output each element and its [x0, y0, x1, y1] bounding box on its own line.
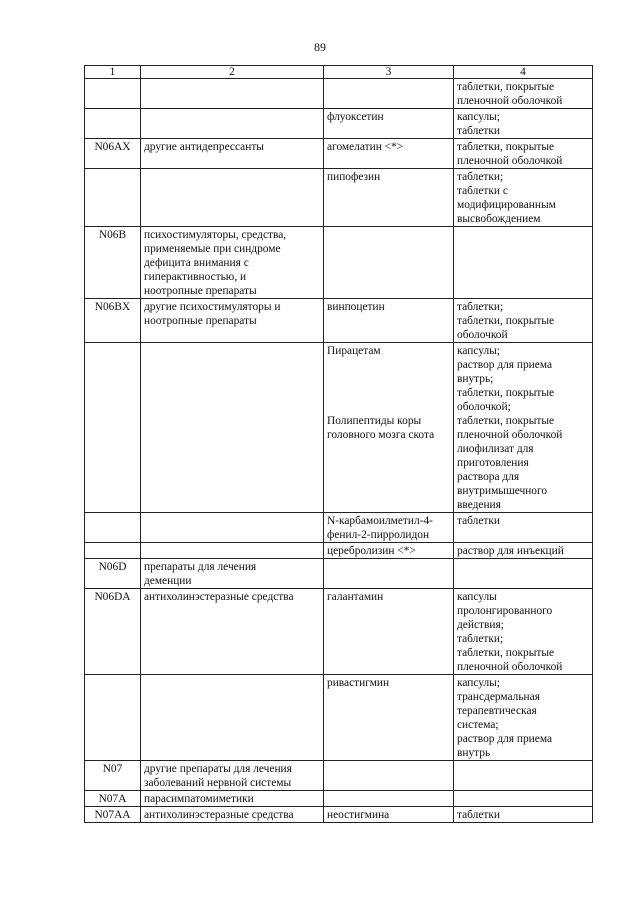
group-name-cell	[141, 559, 324, 589]
dosage-form-cell	[454, 675, 593, 761]
dosage-form-line: раствор для приема	[457, 359, 553, 371]
drug-name-line: церебролизин <*>	[327, 545, 416, 557]
line-spacer	[327, 358, 450, 372]
group-name-line: другие антидепрессанты	[144, 141, 264, 153]
group-name-cell	[141, 169, 324, 227]
dosage-form-line: оболочкой	[457, 329, 508, 341]
group-name-line: другие психостимуляторы и	[144, 301, 281, 313]
line-spacer	[327, 372, 450, 386]
dosage-form-cell	[454, 791, 593, 807]
group-name-cell	[141, 343, 324, 513]
dosage-form-line: оболочкой;	[457, 401, 511, 413]
dosage-form-cell	[454, 543, 593, 559]
dosage-form-line: система;	[457, 719, 499, 731]
atc-code-cell	[85, 343, 141, 513]
group-name-cell	[141, 761, 324, 791]
dosage-form-line: внутрь;	[457, 373, 494, 385]
drug-name-line: неостигмина	[327, 809, 390, 821]
dosage-form-line: высвобождением	[457, 213, 541, 225]
group-name-line: деменции	[144, 575, 192, 587]
dosage-form-cell	[454, 559, 593, 589]
dosage-form-line: таблетки с	[457, 185, 508, 197]
dosage-form-line: таблетки, покрытые	[457, 315, 555, 327]
group-name-cell	[141, 807, 324, 823]
drug-name-cell	[324, 675, 454, 761]
dosage-form-line: модифицированным	[457, 199, 556, 211]
drug-name-cell	[324, 761, 454, 791]
dosage-form-line: внутримышечного	[457, 485, 548, 497]
atc-code-cell: N07	[85, 761, 141, 791]
atc-code-cell: N06DA	[85, 589, 141, 675]
column-header-row	[85, 66, 593, 79]
drug-table	[84, 65, 593, 823]
dosage-form-line: пленочной оболочкой	[457, 429, 563, 441]
dosage-form-line: действия;	[457, 619, 504, 631]
group-name-line: препараты для лечения	[144, 561, 257, 573]
drug-name-cell	[324, 169, 454, 227]
group-name-cell	[141, 139, 324, 169]
dosage-form-line: таблетки, покрытые	[457, 387, 555, 399]
drug-name-line: фенил-2-пирролидон	[327, 529, 430, 541]
group-name-line: антихолинэстеразные средства	[144, 809, 294, 821]
dosage-form-line: капсулы;	[457, 345, 500, 357]
table-row	[85, 79, 593, 109]
group-name-line: ноотропные препараты	[144, 315, 257, 327]
atc-code-cell	[85, 169, 141, 227]
atc-code-cell	[85, 543, 141, 559]
drug-name-cell	[324, 543, 454, 559]
table-row	[85, 791, 593, 807]
drug-name-cell	[324, 227, 454, 299]
drug-name-line: винпоцетин	[327, 301, 385, 313]
atc-code-cell: N06B	[85, 227, 141, 299]
drug-name-line: Полипептиды коры	[327, 415, 422, 427]
table-body	[85, 79, 593, 823]
drug-name-line: галантамин	[327, 591, 384, 603]
atc-code-cell	[85, 513, 141, 543]
atc-code-cell	[85, 109, 141, 139]
table-row	[85, 675, 593, 761]
column-header-4: 4	[454, 66, 593, 79]
drug-name-line: N-карбамоилметил-4-	[327, 515, 433, 527]
dosage-form-line: пленочной оболочкой	[457, 95, 563, 107]
drug-name-cell	[324, 343, 454, 513]
table-row	[85, 139, 593, 169]
drug-name-line: ривастигмин	[327, 677, 390, 689]
table-row	[85, 761, 593, 791]
table-row	[85, 543, 593, 559]
dosage-form-line: приготовления	[457, 457, 529, 469]
drug-name-cell	[324, 589, 454, 675]
atc-code-cell: N07A	[85, 791, 141, 807]
dosage-form-line: раствор для приема	[457, 733, 553, 745]
dosage-form-line: таблетки;	[457, 171, 504, 183]
dosage-form-line: капсулы;	[457, 111, 500, 123]
drug-name-line: флуоксетин	[327, 111, 384, 123]
dosage-form-line: раствор для инъекций	[457, 545, 564, 557]
group-name-cell	[141, 79, 324, 109]
drug-name-cell	[324, 79, 454, 109]
page-number: 89	[314, 40, 326, 54]
drug-name-cell	[324, 513, 454, 543]
dosage-form-line: терапевтическая	[457, 705, 537, 717]
dosage-form-line: таблетки, покрытые	[457, 415, 555, 427]
drug-name-line: головного мозга скота	[327, 429, 435, 441]
group-name-line: заболеваний нервной системы	[144, 777, 292, 789]
column-header-3: 3	[324, 66, 454, 79]
group-name-cell	[141, 675, 324, 761]
group-name-cell	[141, 109, 324, 139]
dosage-form-cell	[454, 169, 593, 227]
dosage-form-cell	[454, 299, 593, 343]
dosage-form-cell	[454, 79, 593, 109]
dosage-form-line: таблетки, покрытые	[457, 141, 555, 153]
dosage-form-cell	[454, 139, 593, 169]
table-row	[85, 589, 593, 675]
line-spacer	[327, 386, 450, 400]
dosage-form-line: пленочной оболочкой	[457, 155, 563, 167]
group-name-cell	[141, 227, 324, 299]
group-name-cell	[141, 299, 324, 343]
group-name-cell	[141, 513, 324, 543]
column-header-1: 1	[85, 66, 141, 79]
drug-name-cell	[324, 109, 454, 139]
atc-code-cell	[85, 79, 141, 109]
drug-name-cell	[324, 807, 454, 823]
dosage-form-cell	[454, 343, 593, 513]
dosage-form-line: таблетки;	[457, 633, 504, 645]
dosage-form-line: таблетки	[457, 125, 501, 137]
dosage-form-line: таблетки	[457, 809, 501, 821]
group-name-line: парасимпатомиметики	[144, 793, 254, 805]
drug-name-cell	[324, 299, 454, 343]
column-header-2: 2	[141, 66, 324, 79]
dosage-form-cell	[454, 109, 593, 139]
group-name-line: психостимуляторы, средства,	[144, 229, 287, 241]
dosage-form-cell	[454, 761, 593, 791]
drug-name-line: Пирацетам	[327, 345, 381, 357]
dosage-form-cell	[454, 227, 593, 299]
drug-name-cell	[324, 791, 454, 807]
dosage-form-line: таблетки, покрытые	[457, 81, 555, 93]
dosage-form-line: пленочной оболочкой	[457, 661, 563, 673]
dosage-form-line: введения	[457, 499, 501, 511]
table-row	[85, 169, 593, 227]
table-row	[85, 299, 593, 343]
drug-name-line: пипофезин	[327, 171, 381, 183]
table-row	[85, 807, 593, 823]
dosage-form-cell	[454, 807, 593, 823]
atc-code-cell: N06D	[85, 559, 141, 589]
drug-name-cell	[324, 139, 454, 169]
group-name-line: ноотропные препараты	[144, 285, 257, 297]
atc-code-cell: N06AX	[85, 139, 141, 169]
table-row	[85, 109, 593, 139]
group-name-line: другие препараты для лечения	[144, 763, 292, 775]
group-name-cell	[141, 543, 324, 559]
table-row	[85, 227, 593, 299]
dosage-form-line: трансдермальная	[457, 691, 540, 703]
drug-name-cell	[324, 559, 454, 589]
group-name-line: применяемые при синдроме	[144, 243, 281, 255]
dosage-form-cell	[454, 513, 593, 543]
dosage-form-line: пролонгированного	[457, 605, 553, 617]
group-name-line: гиперактивностью, и	[144, 271, 247, 283]
group-name-line: дефицита внимания с	[144, 257, 249, 269]
dosage-form-line: внутрь	[457, 747, 491, 759]
group-name-cell	[141, 791, 324, 807]
dosage-form-cell	[454, 589, 593, 675]
table-row	[85, 343, 593, 513]
table-row	[85, 559, 593, 589]
table-row	[85, 513, 593, 543]
dosage-form-line: лиофилизат для	[457, 443, 534, 455]
drug-name-line: агомелатин <*>	[327, 141, 404, 153]
dosage-form-line: капсулы;	[457, 677, 500, 689]
atc-code-cell	[85, 675, 141, 761]
dosage-form-line: таблетки;	[457, 301, 504, 313]
dosage-form-line: таблетки	[457, 515, 501, 527]
atc-code-cell: N07AA	[85, 807, 141, 823]
group-name-line: антихолинэстеразные средства	[144, 591, 294, 603]
atc-code-cell: N06BX	[85, 299, 141, 343]
line-spacer	[327, 400, 450, 414]
dosage-form-line: капсулы	[457, 591, 497, 603]
dosage-form-line: раствора для	[457, 471, 520, 483]
group-name-cell	[141, 589, 324, 675]
dosage-form-line: таблетки, покрытые	[457, 647, 555, 659]
